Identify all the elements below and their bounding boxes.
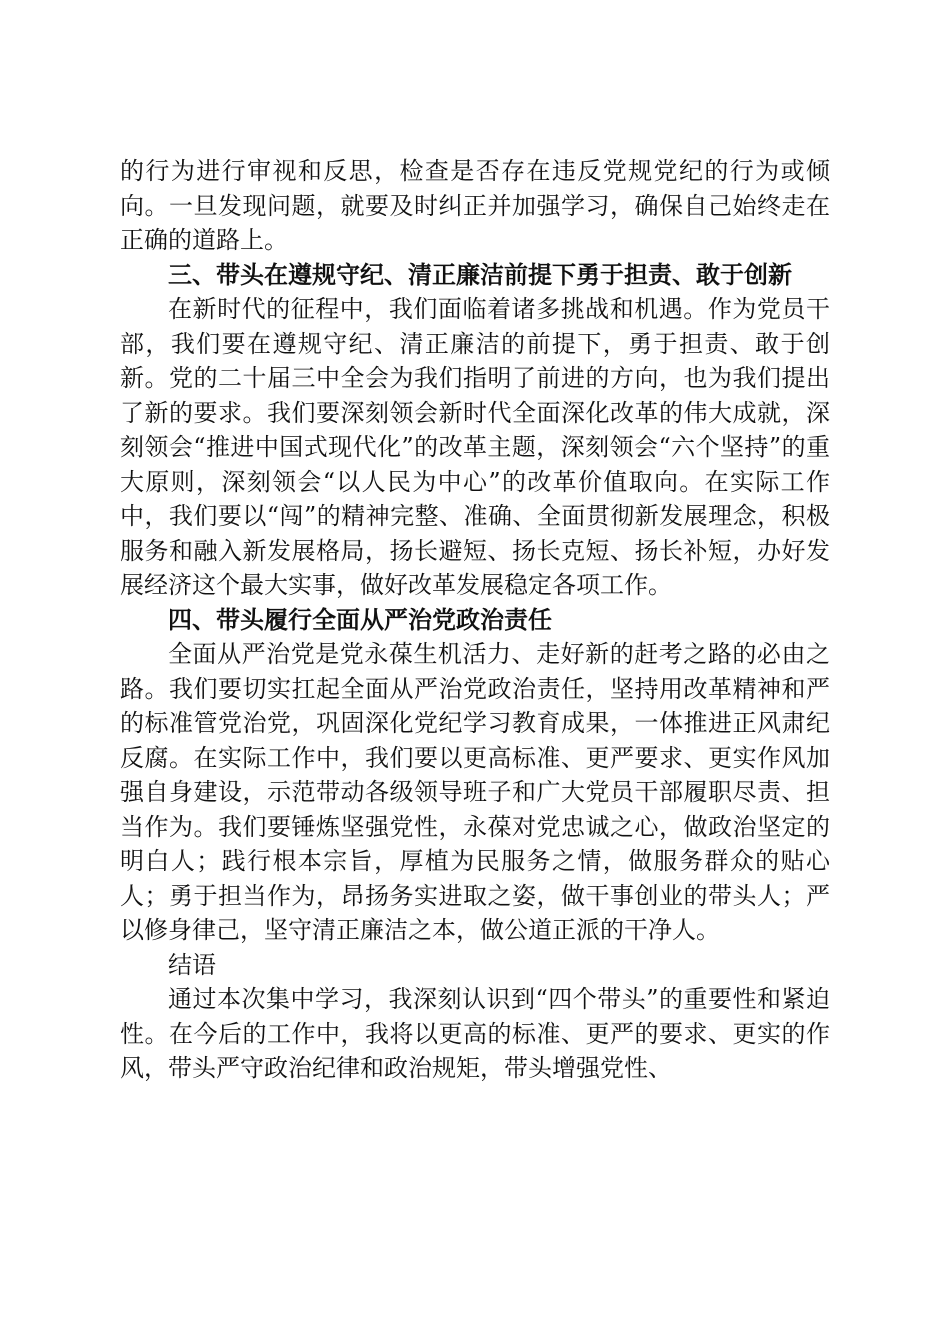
section-heading-4: 四、带头履行全面从严治党政治责任 <box>168 605 552 634</box>
conclusion-label: 结语 <box>168 950 216 979</box>
paragraph-section-3: 在新时代的征程中，我们面临着诸多挑战和机遇。作为党员干部，我们要在遵规守纪、清正廉洁的前提下，勇于担责、敢于创新。党的二十届三中全会为我们指明了前进的方向，也为我们提出了新的要求。我们要深刻领会新时代全面深化改革的伟大成就，深刻领会“推进中国式现代化”的改革主题，深刻领会“六个坚持”的重大原则，深刻领会“以人民为中心”的改革价值取向。在实际工作中，我们要以“闯”的精神完整、准确、全面贯彻新发展理念，积极服务和融入新发展格局，扬长避短、扬长克短、扬长补短，办好发展经济这个最大实事，做好改革发展稳定各项工作。 <box>120 295 830 599</box>
document-page <box>120 154 830 1086</box>
section-heading-3: 三、带头在遵规守纪、清正廉洁前提下勇于担责、敢于创新 <box>168 260 792 289</box>
paragraph-continued: 的行为进行审视和反思，检查是否存在违反党规党纪的行为或倾向。一旦发现问题，就要及时纠正并加强学习，确保自己始终走在正确的道路上。 <box>120 157 830 254</box>
paragraph-conclusion: 通过本次集中学习，我深刻认识到“四个带头”的重要性和紧迫性。在今后的工作中，我将以更高的标准、更严的要求、更实的作风，带头严守政治纪律和政治规矩，带头增强党性、 <box>120 985 830 1082</box>
paragraph-section-4: 全面从严治党是党永葆生机活力、走好新的赶考之路的必由之路。我们要切实扛起全面从严治党政治责任，坚持用改革精神和严的标准管党治党，巩固深化党纪学习教育成果，一体推进正风肃纪反腐。在实际工作中，我们要以更高标准、更严要求、更实作风加强自身建设，示范带动各级领导班子和广大党员干部履职尽责、担当作为。我们要锤炼坚强党性，永葆对党忠诚之心，做政治坚定的明白人；践行根本宗旨，厚植为民服务之情，做服务群众的贴心人；勇于担当作为，昂扬务实进取之姿，做干事创业的带头人；严以修身律己，坚守清正廉洁之本，做公道正派的干净人。 <box>120 640 830 944</box>
